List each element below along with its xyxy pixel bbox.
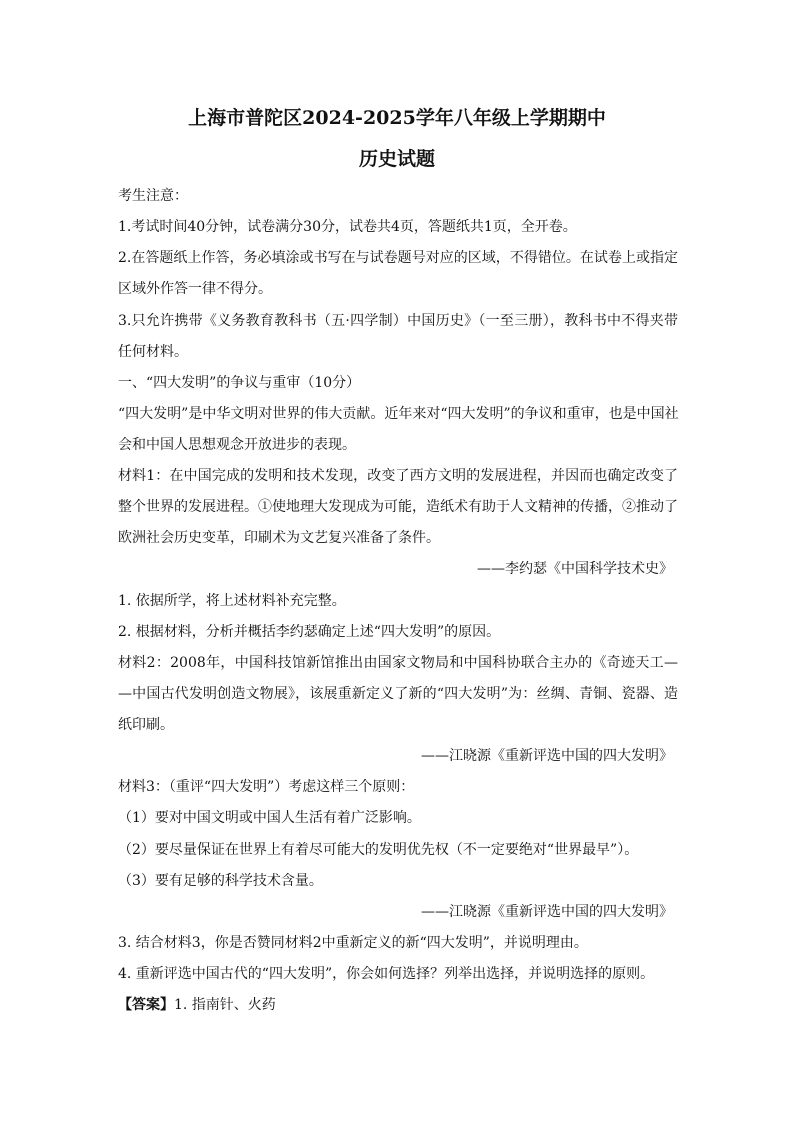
material-1-line-1: 材料1：在中国完成的发明和技术发现，改变了西方文明的发展进程，并因而也确定改变了	[118, 468, 678, 484]
notice-heading: 考生注意：	[118, 188, 188, 204]
exam-subtitle: 历史试题	[358, 148, 435, 170]
section-1-intro-line-1: “四大发明”是中华文明对世界的伟大贡献。近年来对“四大发明”的争议和重审，也是中国社	[118, 406, 679, 422]
material-1-source: ——李约瑟《中国科学技术史》	[477, 561, 673, 577]
notice-item-2-line-1: 2.在答题纸上作答，务必填涂或书写在与试卷题号对应的区域，不得错位。在试卷上或指定	[118, 250, 678, 266]
material-3-principle-1: （1）要对中国文明或中国人生活有着广泛影响。	[118, 810, 421, 826]
material-3-heading: 材料3：（重评“四大发明”）考虑这样三个原则：	[118, 779, 415, 795]
material-2-line-2: —中国古代发明创造文物展》，该展重新定义了新的“四大发明”为：丝绸、青铜、瓷器、造	[118, 686, 678, 702]
material-3-principle-3: （3）要有足够的科学技术含量。	[118, 873, 323, 889]
answer-text: 1. 指南针、火药	[174, 997, 276, 1013]
question-4: 4. 重新评选中国古代的“四大发明”，你会如何选择？列举出选择，并说明选择的原则。	[118, 966, 655, 982]
question-2: 2. 根据材料，分析并概括李约瑟确定上述“四大发明”的原因。	[118, 624, 501, 640]
answer-label: 【答案】	[118, 997, 174, 1013]
material-1-line-2: 整个世界的发展进程。①使地理大发现成为可能，造纸术有助于人文精神的传播，②推动了	[118, 499, 678, 515]
section-1-intro-line-2: 会和中国人思想观念开放进步的表现。	[118, 437, 356, 453]
material-1-line-3: 欧洲社会历史变革，印刷术为文艺复兴准备了条件。	[118, 530, 440, 546]
material-2-source: ——江晓源《重新评选中国的四大发明》	[421, 748, 673, 764]
material-3-source: ——江晓源《重新评选中国的四大发明》	[421, 904, 673, 920]
material-3-principle-2: （2）要尽量保证在世界上有着尽可能大的发明优先权（不一定要绝对“世界最早”）。	[118, 842, 639, 858]
exam-title: 上海市普陀区2024-2025学年八年级上学期期中	[188, 107, 606, 129]
notice-item-3-line-2: 任何材料。	[118, 344, 188, 360]
material-2-line-3: 纸印刷。	[118, 717, 174, 733]
notice-item-1: 1.考试时间40分钟，试卷满分30分，试卷共4页，答题纸共1页，全开卷。	[118, 219, 577, 235]
section-1-heading: 一、“四大发明”的争议与重审（10分）	[118, 375, 361, 391]
notice-item-2-line-2: 区域外作答一律不得分。	[118, 281, 272, 297]
question-3: 3. 结合材料3，你是否赞同材料2中重新定义的新“四大发明”，并说明理由。	[118, 935, 588, 951]
question-1: 1. 依据所学，将上述材料补充完整。	[118, 593, 346, 609]
answer-line	[118, 995, 678, 1015]
notice-item-3-line-1: 3.只允许携带《义务教育教科书（五·四学制）中国历史》（一至三册），教科书中不得夹带	[118, 313, 678, 329]
material-2-line-1: 材料2：2008年，中国科技馆新馆推出由国家文物局和中国科协联合主办的《奇迹天工—	[118, 655, 678, 671]
